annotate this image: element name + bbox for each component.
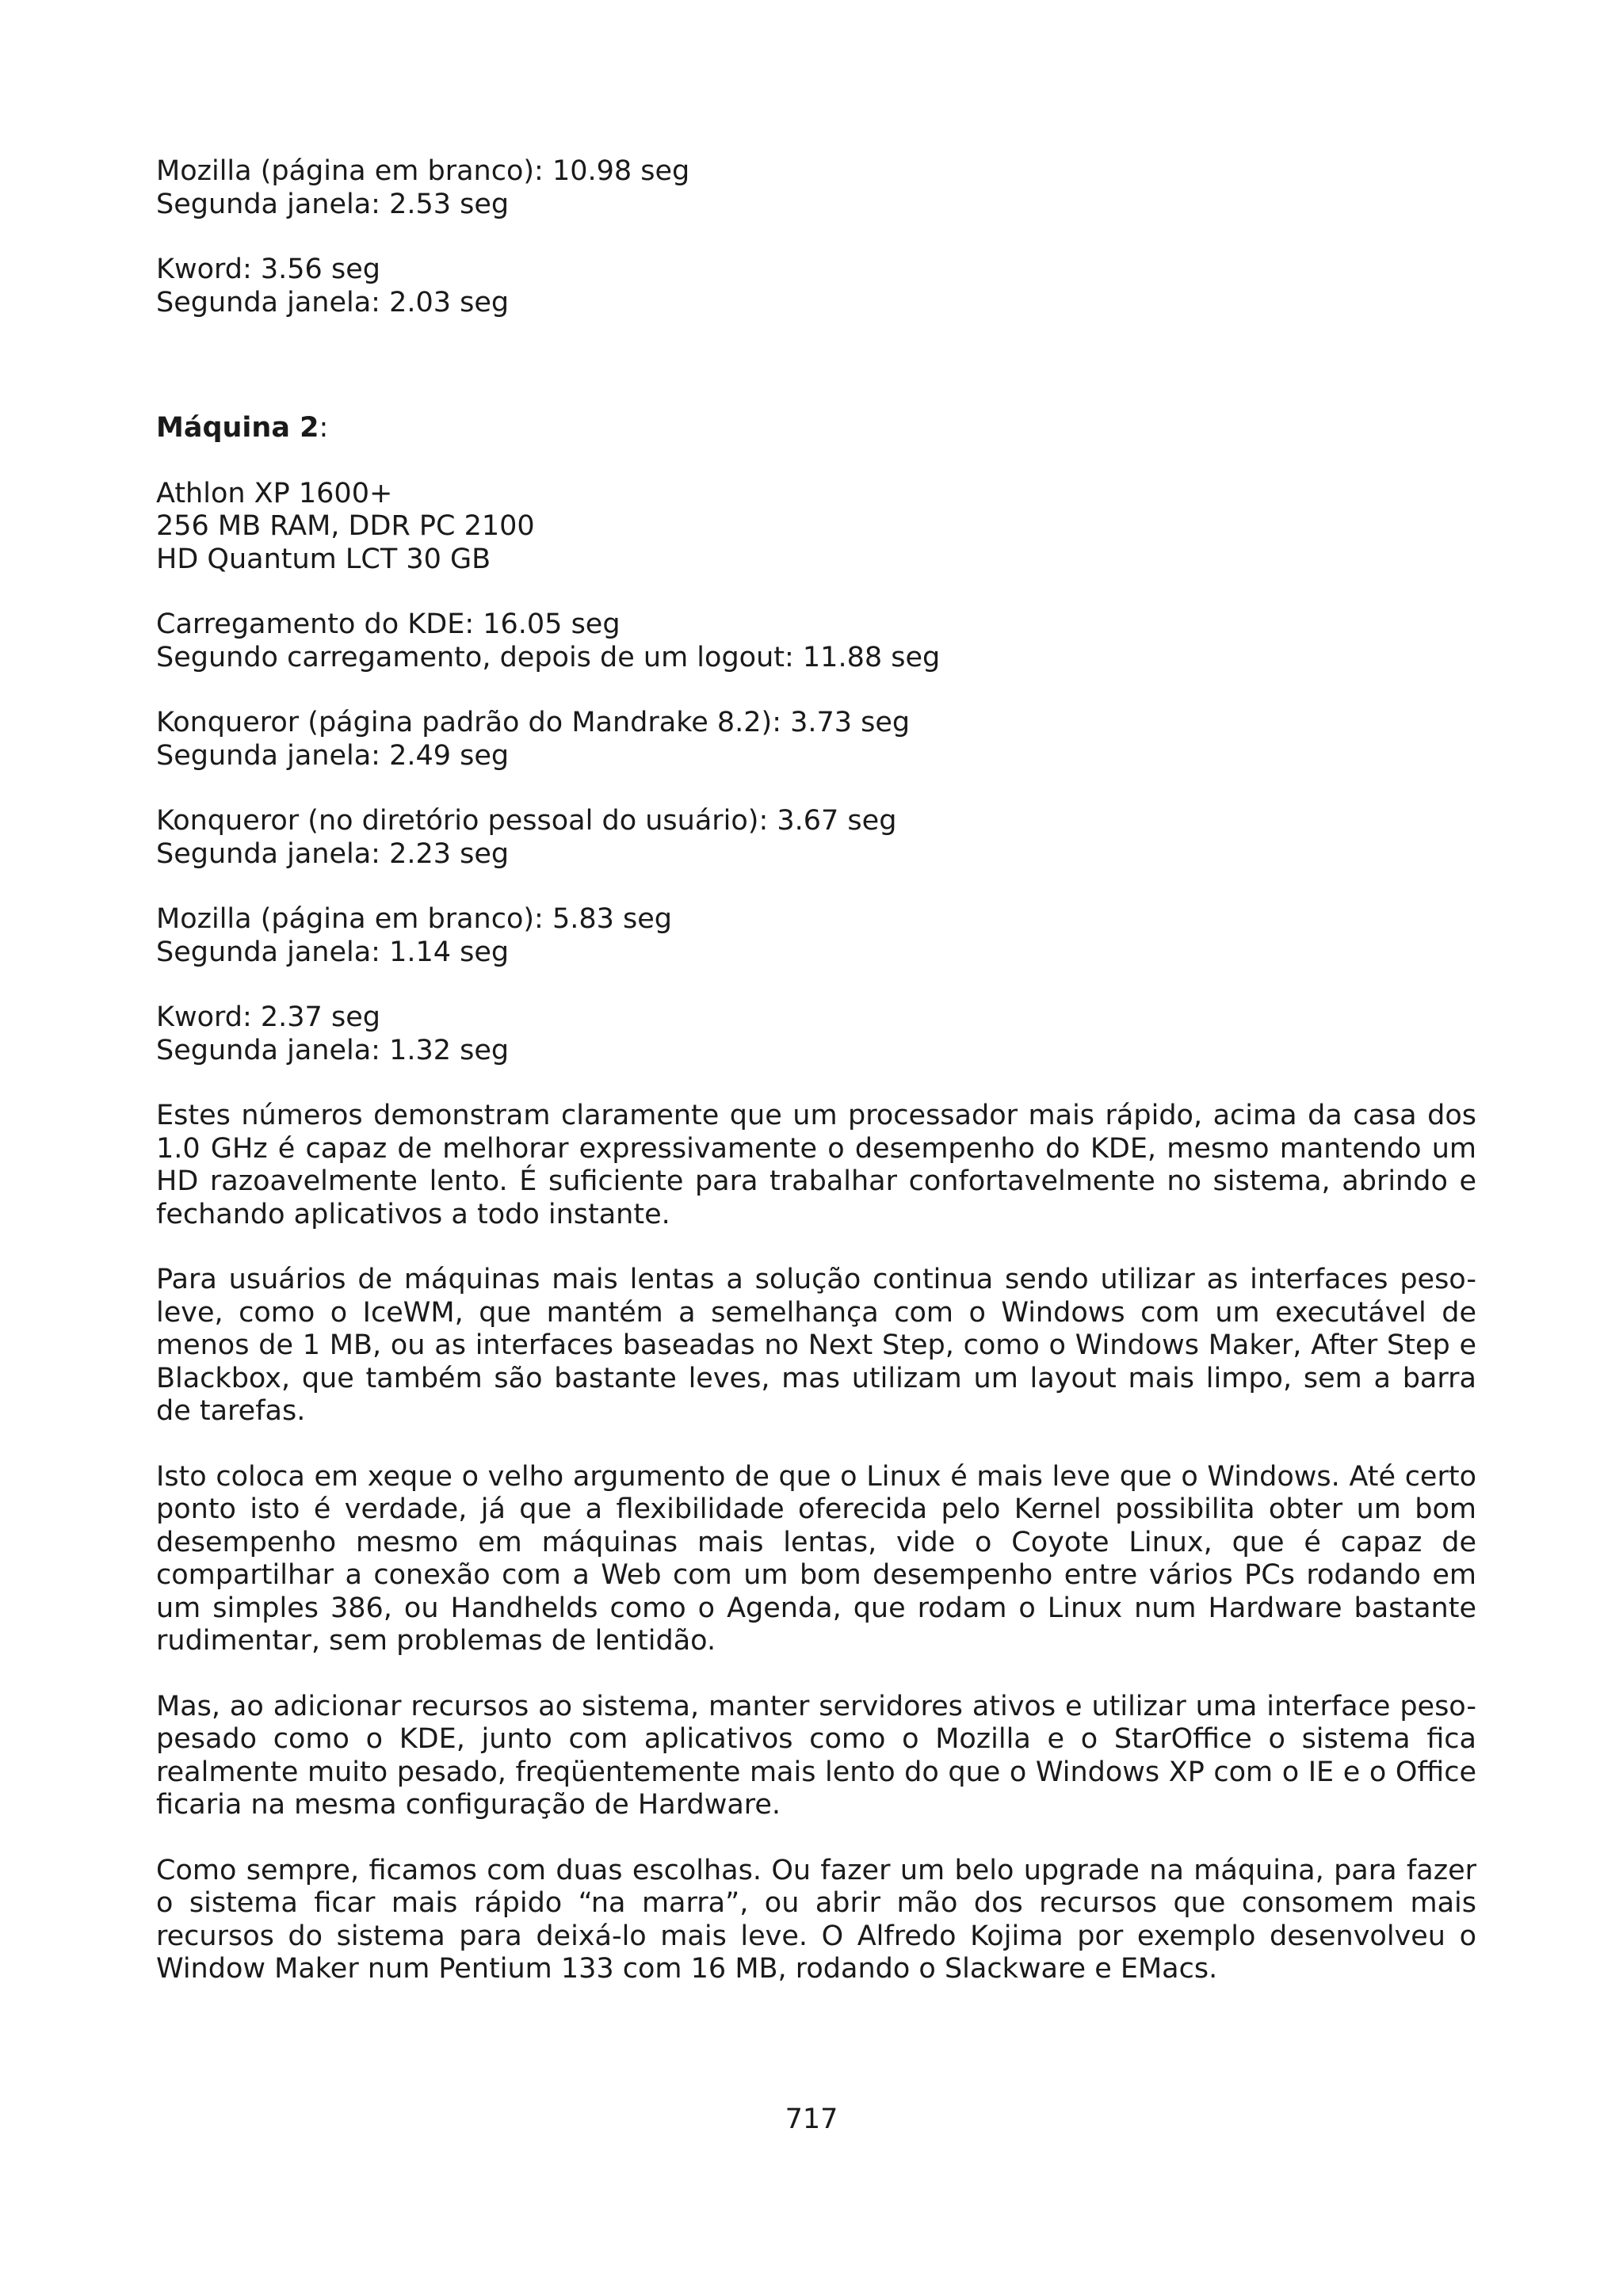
benchmark-line: Segunda janela: 2.53 seg — [156, 188, 510, 220]
benchmark-line: Kword: 3.56 seg — [156, 254, 380, 285]
benchmark-block — [156, 805, 1476, 871]
benchmark-line: Carregamento do KDE: 16.05 seg — [156, 608, 621, 640]
benchmark-line: Segundo carregamento, depois de um logout: 11.88 seg — [156, 641, 941, 673]
benchmark-line: Konqueror (no diretório pessoal do usuário): 3.67 seg — [156, 805, 897, 837]
hardware-specs — [156, 478, 1476, 577]
body-paragraph: Isto coloca em xeque o velho argumento de que o Linux é mais leve que o Windows. Até certo ponto isto é verdade, já que a flexibilidade oferecida pelo Kernel possibilita obter um bom desempenho mesmo em máquinas mais lentas, vide o Coyote Linux, que é capaz de compartilhar a conexão com a Web com um bom desempenho entre vários PCs rodando em um simples 386, ou Handhelds como o Agenda, que rodam o Linux num Hardware bastante rudimentar, sem problemas de lentidão. — [156, 1460, 1476, 1657]
benchmark-block — [156, 155, 1476, 221]
benchmark-block — [156, 1001, 1476, 1067]
benchmark-line: Segunda janela: 2.23 seg — [156, 837, 510, 870]
section-heading — [156, 412, 1476, 445]
body-paragraph: Para usuários de máquinas mais lentas a solução continua sendo utilizar as interfaces peso-leve, como o IceWM, que mantém a semelhança com o Windows com um executável de menos de 1 MB, ou as interfaces baseadas no Next Step, como o Windows Maker, After Step e Blackbox, que também são bastante leves, mas utilizam um layout mais limpo, sem a barra de tarefas. — [156, 1264, 1476, 1427]
benchmark-block — [156, 254, 1476, 319]
benchmark-line: Kword: 2.37 seg — [156, 1001, 380, 1033]
section-heading-label: Máquina 2 — [156, 412, 319, 444]
body-paragraph: Estes números demonstram claramente que um processador mais rápido, acima da casa dos 1.0 GHz é capaz de melhorar expressivamente o desempenho do KDE, mesmo mantendo um HD razoavelmente lento. É suficiente para trabalhar confortavelmente no sistema, abrindo e fechando aplicativos a todo instante. — [156, 1100, 1476, 1230]
body-paragraph: Mas, ao adicionar recursos ao sistema, manter servidores ativos e utilizar uma interface peso-pesado como o KDE, junto com aplicativos como o Mozilla e o StarOffice o sistema fica realmente muito pesado, freqüentemente mais lento do que o Windows XP com o IE e o Office ficaria na mesma configuração de Hardware. — [156, 1690, 1476, 1821]
benchmark-line: Segunda janela: 1.32 seg — [156, 1034, 510, 1066]
benchmark-block — [156, 608, 1476, 674]
benchmark-line: Segunda janela: 2.49 seg — [156, 739, 510, 772]
section-heading-colon: : — [319, 412, 329, 444]
body-paragraph: Como sempre, ficamos com duas escolhas. Ou fazer um belo upgrade na máquina, para fazer o sistema ficar mais rápido “na marra”, ou abrir mão dos recursos que consomem mais recursos do sistema para deixá-lo mais leve. O Alfredo Kojima por exemplo desenvolveu o Window Maker num Pentium 133 com 16 MB, rodando o Slackware e EMacs. — [156, 1854, 1476, 1985]
benchmark-line: Mozilla (página em branco): 5.83 seg — [156, 903, 673, 935]
benchmark-line: Mozilla (página em branco): 10.98 seg — [156, 155, 690, 187]
benchmark-line: Segunda janela: 2.03 seg — [156, 286, 510, 318]
spec-line: 256 MB RAM, DDR PC 2100 — [156, 510, 535, 542]
benchmark-block — [156, 903, 1476, 969]
benchmark-line: Segunda janela: 1.14 seg — [156, 936, 510, 968]
spec-line: Athlon XP 1600+ — [156, 477, 393, 509]
benchmark-line: Konqueror (página padrão do Mandrake 8.2): 3.73 seg — [156, 707, 911, 738]
benchmark-block — [156, 707, 1476, 772]
page-number: 717 — [785, 2103, 838, 2135]
spec-line: HD Quantum LCT 30 GB — [156, 543, 491, 575]
document-page — [156, 155, 1476, 2019]
